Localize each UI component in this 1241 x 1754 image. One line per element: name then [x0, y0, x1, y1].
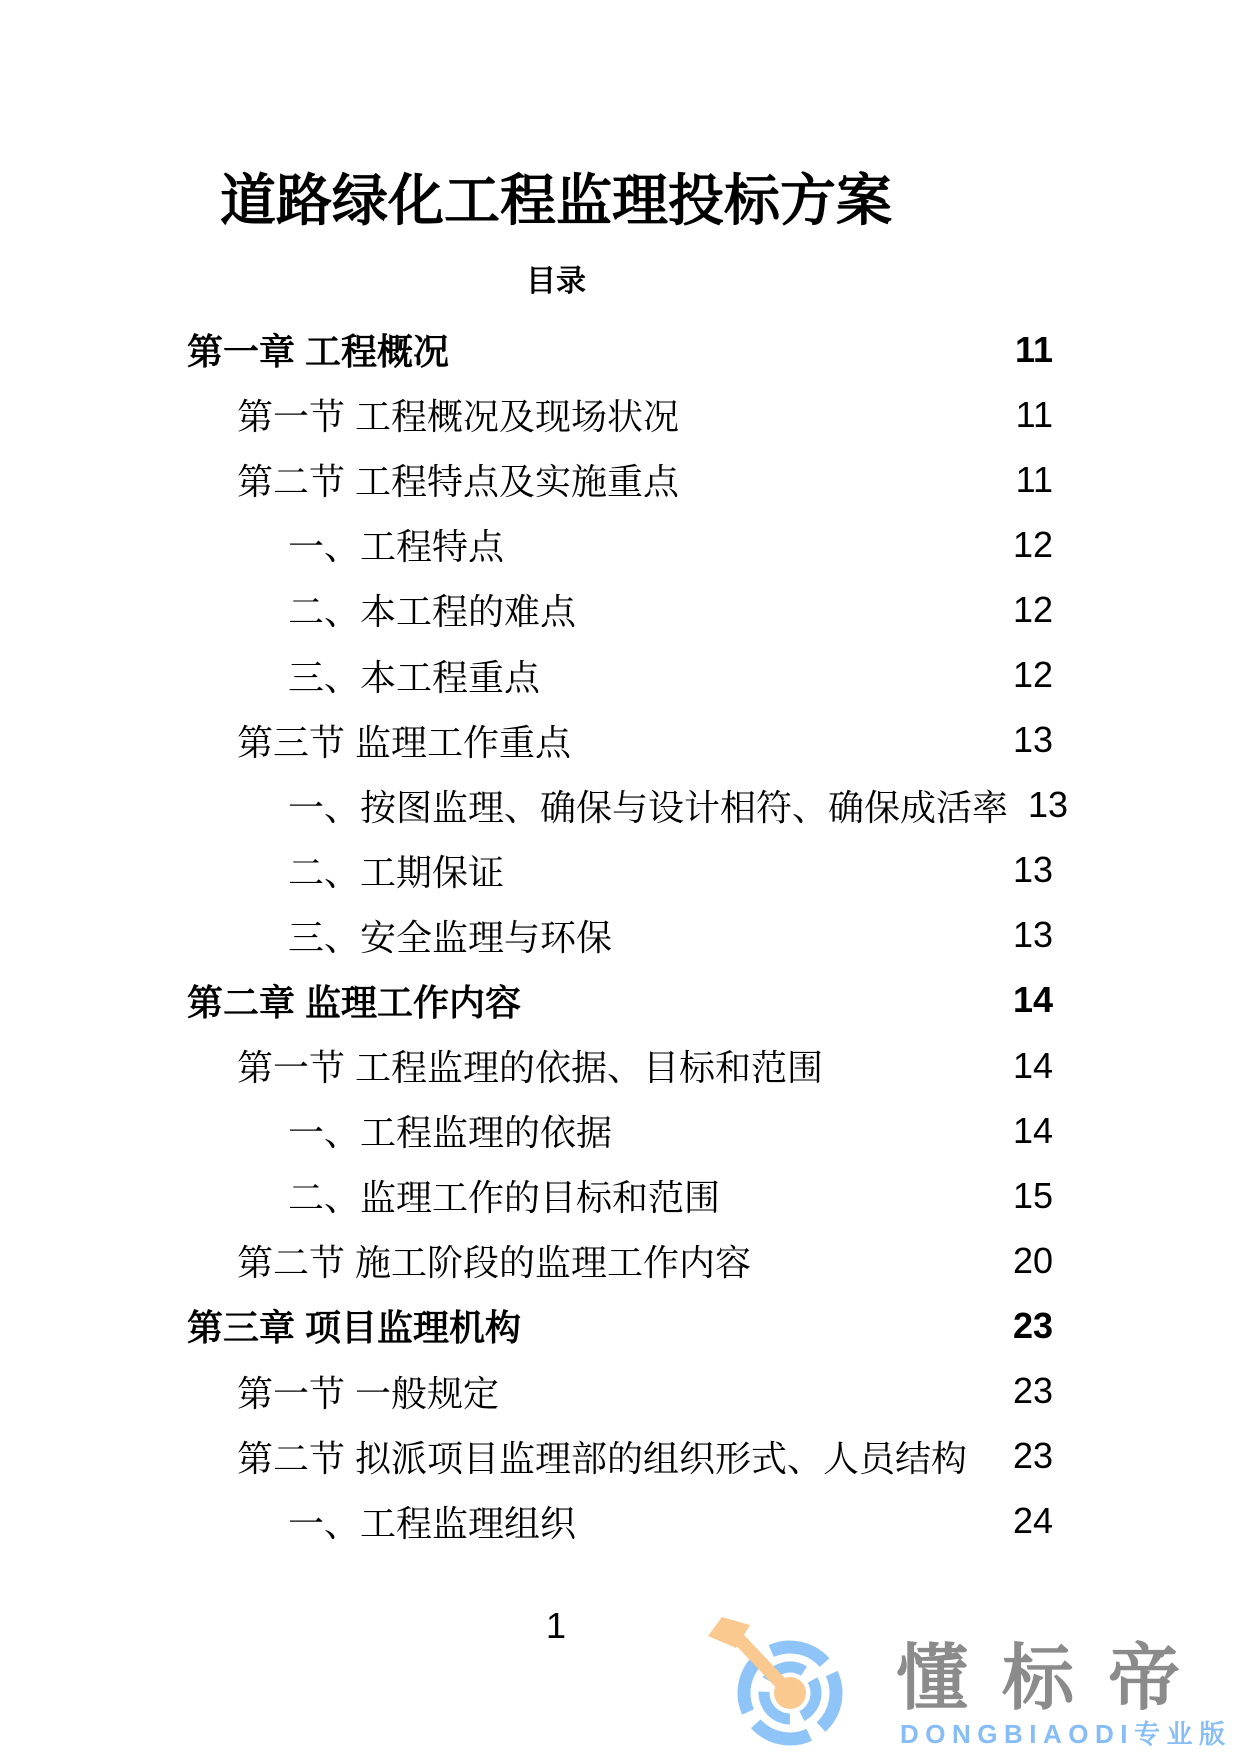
toc-entry[interactable]: [187, 838, 1053, 903]
toc-entry-page: 11: [1015, 393, 1053, 435]
toc-entry-page: 13: [1012, 849, 1053, 891]
toc-entry-label: 一、工程监理的依据: [288, 1112, 613, 1154]
toc-list: [187, 317, 1069, 1554]
toc-entry-label: 第二节 施工阶段的监理工作内容: [237, 1242, 752, 1284]
toc-entry-page: 23: [1012, 1370, 1053, 1412]
toc-entry[interactable]: [187, 1359, 1053, 1424]
toc-entry-label: 一、工程监理组织: [288, 1502, 577, 1544]
toc-entry-page: 20: [1012, 1239, 1053, 1281]
toc-entry[interactable]: [187, 577, 1053, 642]
toc-entry-page: 23: [1012, 1435, 1053, 1477]
toc-entry[interactable]: [187, 1163, 1053, 1228]
toc-entry-label: 第一节 工程概况及现场状况: [237, 396, 680, 438]
toc-entry-label: 第二节 拟派项目监理部的组织形式、人员结构: [237, 1437, 968, 1479]
toc-heading: 目录: [526, 265, 586, 298]
toc-entry-page: 11: [1015, 458, 1053, 500]
toc-entry[interactable]: [187, 903, 1053, 968]
toc-entry[interactable]: [187, 708, 1053, 773]
toc-entry-page: 11: [1014, 328, 1053, 370]
toc-entry[interactable]: [187, 642, 1053, 707]
toc-entry[interactable]: [187, 512, 1053, 577]
toc-entry-page: 13: [1028, 784, 1069, 826]
toc-entry-label: 第一章 工程概况: [187, 331, 450, 373]
toc-entry-page: 14: [1012, 1044, 1053, 1086]
toc-entry[interactable]: [187, 1098, 1053, 1163]
toc-entry-label: 一、按图监理、确保与设计相符、确保成活率: [288, 786, 1009, 828]
document-title: 道路绿化工程监理投标方案: [220, 169, 892, 232]
toc-entry-page: 14: [1012, 1109, 1053, 1151]
watermark-brand-text: 懂标帝: [896, 1639, 1215, 1719]
toc-entry-page: 23: [1012, 1304, 1053, 1346]
toc-entry-label: 三、安全监理与环保: [288, 916, 613, 958]
toc-entry[interactable]: [187, 317, 1053, 382]
toc-entry[interactable]: [187, 1293, 1053, 1358]
target-dart-icon: [690, 1616, 900, 1754]
toc-entry-label: 第一节 工程监理的依据、目标和范围: [237, 1047, 824, 1089]
toc-entry[interactable]: [187, 968, 1053, 1033]
toc-entry-label: 一、工程特点: [288, 526, 505, 568]
toc-entry-page: 12: [1012, 523, 1053, 565]
toc-entry-page: 12: [1012, 588, 1053, 630]
toc-entry[interactable]: [187, 447, 1053, 512]
toc-entry[interactable]: [187, 1489, 1053, 1554]
toc-entry-page: 24: [1012, 1500, 1053, 1542]
toc-entry-label: 第二节 工程特点及实施重点: [237, 461, 680, 503]
toc-entry-label: 第一节 一般规定: [237, 1372, 500, 1414]
toc-entry-label: 三、本工程重点: [288, 656, 541, 698]
toc-entry[interactable]: [187, 382, 1053, 447]
watermark-logo: [690, 1616, 1241, 1754]
toc-entry-page: 15: [1012, 1174, 1053, 1216]
toc-entry-page: 13: [1012, 719, 1053, 761]
toc-entry-label: 二、监理工作的目标和范围: [288, 1177, 721, 1219]
toc-entry[interactable]: [187, 773, 1069, 838]
toc-entry[interactable]: [187, 1424, 1053, 1489]
toc-entry-page: 12: [1012, 654, 1053, 696]
toc-entry-label: 第三章 项目监理机构: [187, 1307, 522, 1349]
toc-entry-page: 14: [1012, 979, 1053, 1021]
toc-entry[interactable]: [187, 1228, 1053, 1293]
toc-entry-label: 第三节 监理工作重点: [237, 721, 572, 763]
toc-entry-label: 二、本工程的难点: [288, 591, 577, 633]
toc-entry-label: 二、工期保证: [288, 851, 505, 893]
toc-entry[interactable]: [187, 1033, 1053, 1098]
footer-page-number: 1: [545, 1605, 567, 1646]
toc-entry-page: 13: [1012, 914, 1053, 956]
watermark-brand-subtitle: DONGBIAODI专业版: [900, 1719, 1232, 1749]
toc-entry-label: 第二章 监理工作内容: [187, 981, 522, 1023]
